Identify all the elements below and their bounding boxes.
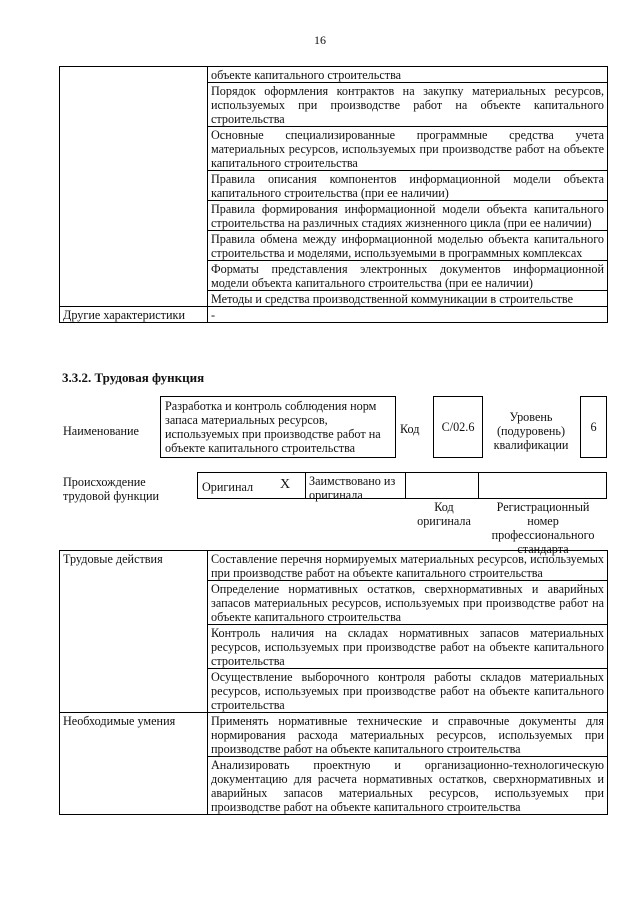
row-label-labor-actions: Трудовые действия [60,551,208,713]
table-cell: Основные специализированные программные средства учета материальных ресурсов, используемых при производстве работ на объекте капитального строительства [208,127,608,171]
row-label-required-skills: Необходимые умения [60,713,208,815]
table-cell: Форматы представления электронных документов информационной модели объекта капитального строительства (при ее наличии) [208,261,608,291]
origin-label: Происхождение трудовой функции [63,475,160,503]
table-row [60,67,608,83]
divider [305,472,306,499]
level-box [580,396,607,458]
borrowed-label: Заимствовано из оригинала [309,474,396,502]
table-row [60,307,608,323]
level-label: Уровень (подуровень) квалификации [493,410,569,452]
table-cell: Применять нормативные технические и справочные документы для нормирования расхода материальных ресурсов, используемых при производстве работ на объекте капитального строительства [208,713,608,757]
table-cell: Правила описания компонентов информационной модели объекта капитального строительства (при ее наличии) [208,171,608,201]
divider [405,472,406,499]
table-row [60,551,608,581]
level-value: 6 [590,420,597,434]
table-cell: Правила формирования информационной модели объекта капитального строительства на различных стадиях жизненного цикла (при ее наличии) [208,201,608,231]
row-label-other-characteristics: Другие характеристики [60,307,208,323]
table-cell: Составление перечня нормируемых материальных ресурсов, используемых при производстве работ на объекте капитального строительства [208,551,608,581]
table-cell: Правила обмена между информационной моделью объекта капитального строительства и моделями, используемыми в программных комплексах [208,231,608,261]
divider [478,472,479,499]
labor-actions-table [59,550,608,815]
code-original-label: Код оригинала [417,500,471,528]
table-cell: - [208,307,608,323]
table-cell: Контроль наличия на складах нормативных запасов материальных ресурсов, используемых при производстве работ на объекте капитального строительства [208,625,608,669]
code-label: Код [400,422,420,436]
original-label: Оригинал [202,480,254,494]
table-cell: Осуществление выборочного контроля работы складов материальных ресурсов, используемых при производстве работ на объекте капитального строительства [208,669,608,713]
table-cell: Методы и средства производственной коммуникации в строительстве [208,291,608,307]
code-box [433,396,483,458]
function-name: Разработка и контроль соблюдения норм запаса материальных ресурсов, используемых при производстве работ на объекте капитального строительства [165,399,381,455]
page-number: 16 [314,33,326,47]
code-value: C/02.6 [441,420,475,434]
name-box [160,396,396,458]
reg-number-label: Регистрационный номер профессионального стандарта [491,500,595,556]
table-cell: Порядок оформления контрактов на закупку материальных ресурсов, используемых при производстве работ на объекте капитального строительства [208,83,608,127]
original-mark: X [280,477,291,492]
section-heading: 3.3.2. Трудовая функция [62,370,205,385]
table-cell: Анализировать проектную и организационно-технологическую документацию для расчета нормативных остатков, сверхнормативных и аварийных запасов материальных ресурсов, используемых при производстве работ на объекте капитального строительства [208,757,608,815]
table-cell: объекте капитального строительства [208,67,608,83]
table-row [60,713,608,757]
name-label: Наименование [63,424,139,438]
row-label-empty [60,67,208,307]
origin-row [197,472,607,499]
table-cell: Определение нормативных остатков, сверхнормативных и аварийных запасов материальных ресурсов, используемых при производстве работ на объекте капитального строительства [208,581,608,625]
knowledge-table [59,66,608,323]
